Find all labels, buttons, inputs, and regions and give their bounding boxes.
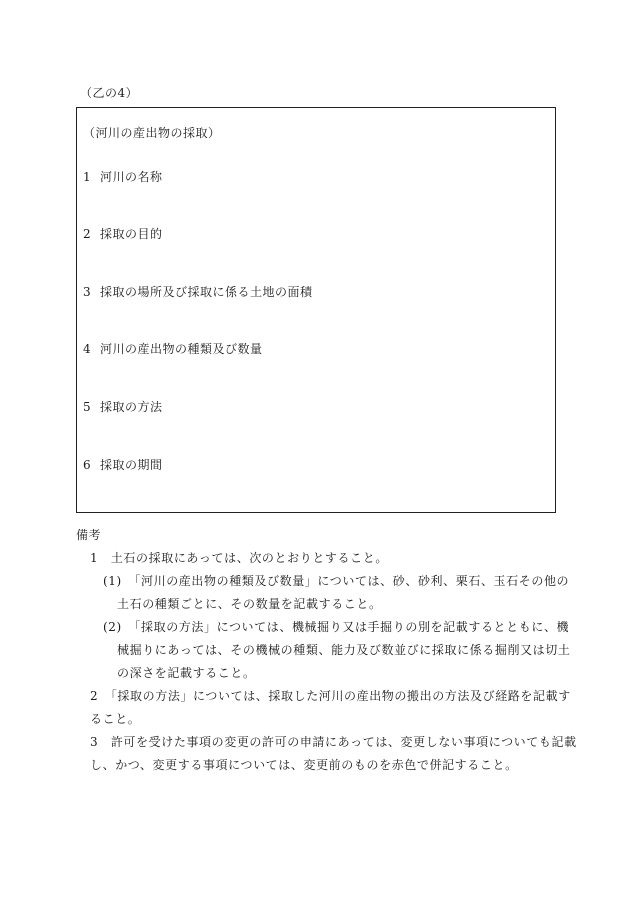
box-item-period (83, 456, 163, 473)
item-label: 河川の名称 (100, 170, 163, 184)
note-line: 土石の種類ごとに、その数量を記載すること。 (117, 597, 382, 611)
note-line: (1) 「河川の産出物の種類及び数量」については、砂、砂利、栗石、玉石その他の (103, 574, 570, 588)
note-line: し、かつ、変更する事項については、変更前のものを赤色で併記すること。 (90, 758, 518, 772)
item-label: 採取の期間 (100, 458, 163, 472)
item-label: 採取の方法 (100, 400, 163, 414)
note-line: 3 許可を受けた事項の変更の許可の申請にあっては、変更しない事項についても記載 (90, 735, 577, 749)
box-item-location-area (83, 283, 313, 300)
item-number: 3 (83, 285, 92, 299)
box-item-method (83, 398, 163, 415)
box-heading: （河川の産出物の採取） (83, 126, 221, 140)
form-label: （乙の4） (80, 86, 139, 100)
item-number: 4 (83, 342, 92, 356)
item-number: 1 (83, 170, 92, 184)
note-line: ること。 (90, 712, 141, 726)
item-label: 採取の目的 (100, 227, 163, 241)
item-label: 採取の場所及び採取に係る土地の面積 (100, 285, 313, 299)
note-line: の深さを記載すること。 (117, 666, 256, 680)
box-item-purpose (83, 225, 163, 242)
item-number: 2 (83, 227, 92, 241)
box-item-type-quantity (83, 340, 263, 357)
note-line: (2) 「採取の方法」については、機械掘り又は手掘りの別を記載するとともに、機 (103, 620, 570, 634)
note-line: 2 「採取の方法」については、採取した河川の産出物の搬出の方法及び経路を記載す (90, 689, 571, 703)
item-number: 5 (83, 400, 92, 414)
box-item-river-name (83, 168, 163, 185)
item-number: 6 (83, 458, 92, 472)
note-line: 械掘りにあっては、その機械の種類、能力及び数並びに採取に係る掘削又は切土 (117, 643, 571, 657)
form-box (76, 107, 556, 513)
note-line: 1 土石の採取にあっては、次のとおりとすること。 (90, 551, 388, 565)
item-label: 河川の産出物の種類及び数量 (100, 342, 263, 356)
notes-title: 備考 (76, 528, 102, 542)
